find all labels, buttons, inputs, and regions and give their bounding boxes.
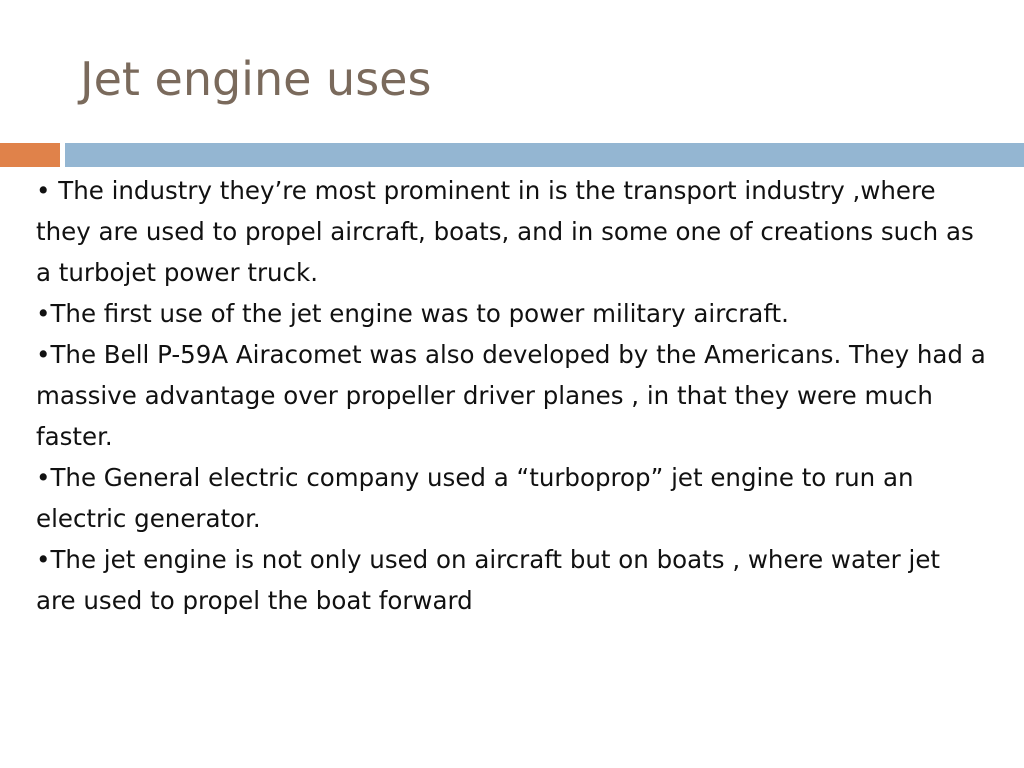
bullet-item bbox=[36, 293, 986, 334]
slide-title: Jet engine uses bbox=[80, 52, 432, 106]
bullet-text: The General electric company used a “turboprop” jet engine to run an electric generator. bbox=[36, 463, 914, 533]
bullet-marker: • bbox=[36, 545, 51, 574]
bullet-item bbox=[36, 170, 986, 293]
accent-bar-orange bbox=[0, 143, 60, 167]
bullet-marker: • bbox=[36, 463, 51, 492]
accent-bar-blue bbox=[65, 143, 1024, 167]
bullet-item bbox=[36, 457, 986, 539]
bullet-text: The Bell P-59A Airacomet was also developed by the Americans. They had a massive advantage over propeller driver planes , in that they were much faster. bbox=[36, 340, 986, 451]
bullet-marker: • bbox=[36, 340, 51, 369]
bullet-text: The first use of the jet engine was to power military aircraft. bbox=[50, 299, 789, 328]
bullet-marker: • bbox=[36, 299, 51, 328]
bullet-marker: • bbox=[36, 176, 51, 205]
bullet-item bbox=[36, 334, 986, 457]
bullet-list bbox=[36, 170, 986, 621]
bullet-text: The industry they’re most prominent in is the transport industry ,where they are used to propel aircraft, boats, and in some one of creations such as a turbojet power truck. bbox=[36, 176, 974, 287]
bullet-item bbox=[36, 539, 986, 621]
bullet-text: The jet engine is not only used on aircraft but on boats , where water jet are used to propel the boat forward bbox=[36, 545, 941, 615]
